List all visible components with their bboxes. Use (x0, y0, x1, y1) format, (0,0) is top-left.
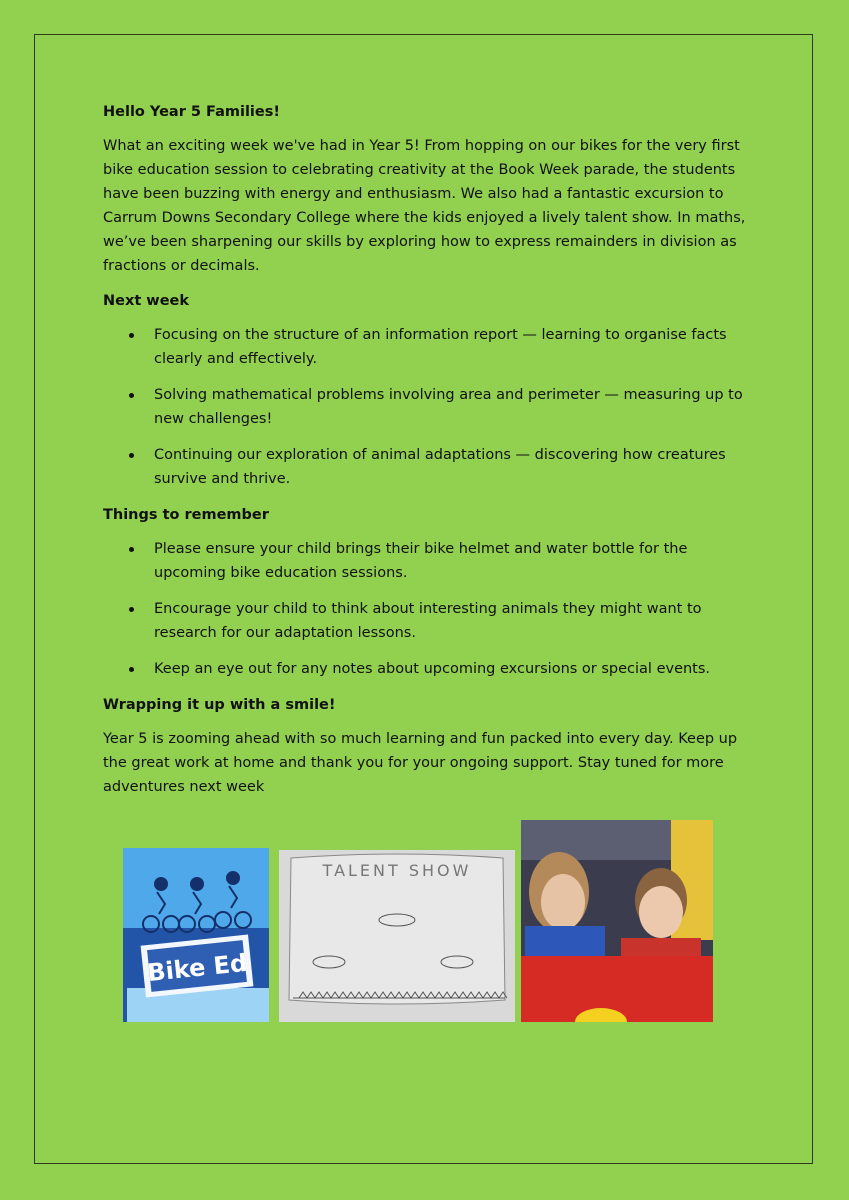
remember-list (103, 537, 753, 681)
students-photo-graphic (521, 820, 713, 1022)
next-week-list (103, 323, 753, 491)
talent-show-drawing-image (279, 850, 515, 1022)
things-to-remember-heading: Things to remember (103, 507, 269, 523)
drawing-title-text: TALENT SHOW (322, 861, 472, 880)
list-item: Encourage your child to think about interesting animals they might want to research for our adaptation lessons. (154, 597, 753, 645)
next-week-heading: Next week (103, 293, 190, 309)
list-item: Keep an eye out for any notes about upcoming excursions or special events. (154, 657, 753, 681)
list-item: Please ensure your child brings their bike helmet and water bottle for the upcoming bike education sessions. (154, 537, 753, 585)
wrap-up-heading: Wrapping it up with a smile! (103, 697, 336, 713)
greeting-heading: Hello Year 5 Families! (103, 104, 280, 120)
wrap-up-paragraph: Year 5 is zooming ahead with so much learning and fun packed into every day. Keep up the great work at home and thank you for your ongoing support. Stay tuned for more adventures next week (103, 731, 738, 795)
list-item: Continuing our exploration of animal adaptations — discovering how creatures survive and thrive. (154, 443, 753, 491)
bike-ed-logo-image (123, 848, 269, 1022)
photo-strip (123, 820, 713, 1024)
list-item: Focusing on the structure of an information report — learning to organise facts clearly and effectively. (154, 323, 753, 371)
talent-show-drawing-graphic (279, 850, 515, 1022)
students-photo-image (521, 820, 713, 1022)
intro-paragraph: What an exciting week we've had in Year 5! From hopping on our bikes for the very first bike education session to celebrating creativity at the Book Week parade, the students have been buzzing with energy and enthusiasm. We also had a fantastic excursion to Carrum Downs Secondary College where the kids enjoyed a lively talent show. In maths, we’ve been sharpening our skills by exploring how to express remainders in division as fractions or decimals. (103, 138, 746, 274)
bike-ed-logo-graphic (123, 848, 269, 1022)
bike-ed-logo-text: Bike Ed (145, 948, 249, 988)
newsletter-body (103, 100, 753, 810)
list-item: Solving mathematical problems involving area and perimeter — measuring up to new challenges! (154, 383, 753, 431)
